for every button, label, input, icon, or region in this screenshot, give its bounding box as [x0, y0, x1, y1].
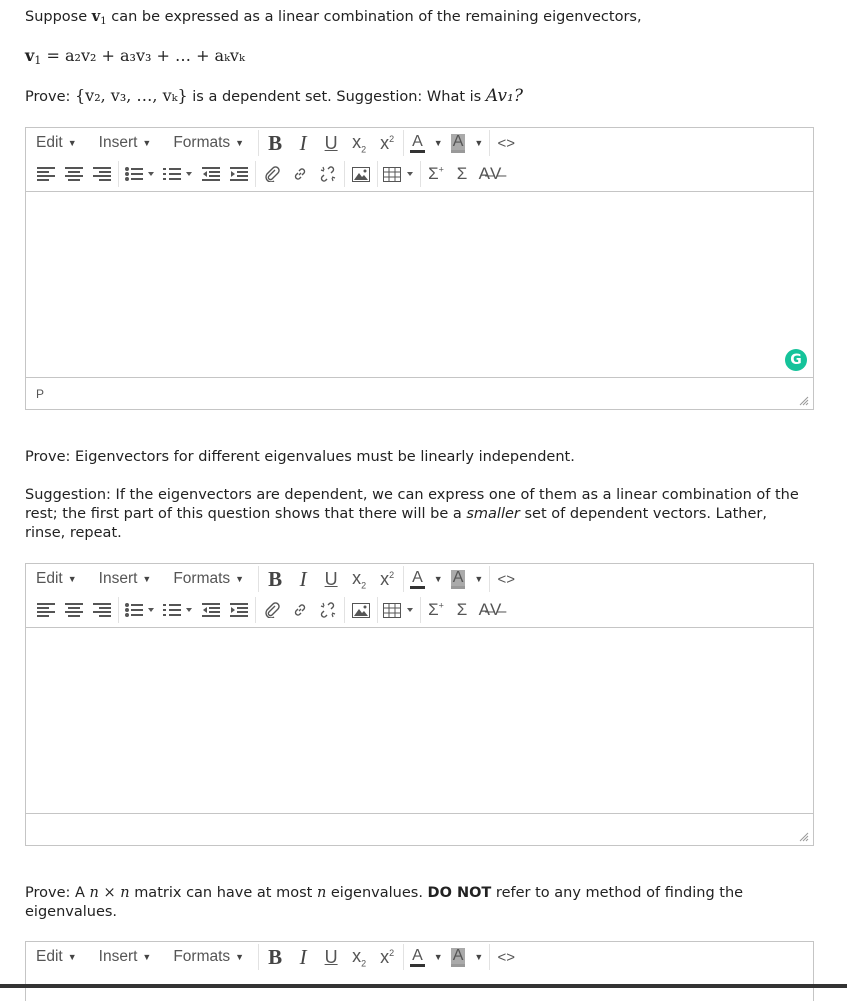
caret-down-icon: ▼	[474, 574, 484, 584]
source-code-button[interactable]	[492, 565, 520, 593]
bold-button[interactable]: B	[268, 944, 283, 969]
image-button[interactable]	[350, 599, 372, 621]
divider	[255, 161, 256, 187]
caret-down-icon: ▼	[67, 138, 77, 148]
align-left-icon	[37, 167, 55, 181]
align-center-icon	[65, 603, 83, 617]
divider	[118, 161, 119, 187]
bullet-list-button[interactable]	[124, 599, 156, 621]
resize-handle-icon[interactable]	[799, 396, 809, 406]
sigma-icon: Σ	[456, 600, 468, 619]
divider	[489, 944, 490, 970]
editor-statusbar	[26, 377, 813, 410]
align-left-button[interactable]	[35, 599, 57, 621]
underline-button[interactable]: U	[324, 568, 338, 589]
divider	[258, 566, 259, 592]
caret-down-icon: ▼	[235, 138, 245, 148]
subscript-icon: $x_2$	[352, 945, 367, 969]
divider	[420, 161, 421, 187]
align-center-icon	[65, 167, 83, 181]
q1-prove: Prove: {v₂, v₃, …, vₖ} is a dependent set. Suggestion: What is Av₁?	[25, 86, 523, 106]
equation-button[interactable]	[449, 160, 475, 188]
sigma-icon: Σ	[456, 164, 468, 183]
menu-edit[interactable]: Edit ▼	[36, 134, 77, 151]
equation-button[interactable]	[449, 596, 475, 624]
align-left-icon	[37, 603, 55, 617]
text-color-button[interactable]: A ▼	[410, 134, 443, 153]
menu-formats[interactable]: Formats ▼	[173, 948, 245, 965]
align-center-button[interactable]	[63, 599, 85, 621]
table-icon	[383, 167, 415, 182]
divider	[420, 597, 421, 623]
caret-down-icon: ▼	[235, 574, 245, 584]
sigma-plus-icon: Σ+	[428, 600, 444, 619]
attach-button[interactable]	[261, 599, 283, 621]
superscript-button[interactable]	[373, 943, 401, 971]
superscript-button[interactable]	[373, 129, 401, 157]
unlink-button[interactable]	[317, 599, 339, 621]
divider	[344, 161, 345, 187]
image-icon	[352, 167, 370, 182]
unlink-icon	[319, 166, 337, 182]
divider	[258, 944, 259, 970]
menu-insert[interactable]: Insert ▼	[98, 948, 152, 965]
align-right-icon	[93, 603, 111, 617]
caret-down-icon: ▼	[474, 138, 484, 148]
table-button[interactable]	[383, 599, 415, 621]
caret-down-icon: ▼	[142, 952, 152, 962]
image-icon	[352, 603, 370, 618]
unlink-icon	[319, 602, 337, 618]
menu-formats[interactable]: Formats ▼	[173, 570, 245, 587]
menu-insert[interactable]: Insert ▼	[98, 134, 152, 151]
align-right-button[interactable]	[91, 599, 113, 621]
caret-down-icon: ▼	[433, 574, 443, 584]
divider	[403, 944, 404, 970]
image-button[interactable]	[350, 163, 372, 185]
bullet-list-button[interactable]	[124, 163, 156, 185]
outdent-icon	[202, 167, 220, 181]
source-code-button[interactable]	[492, 943, 520, 971]
text-color-button[interactable]: A ▼	[410, 570, 443, 589]
paperclip-icon	[264, 166, 280, 182]
menu-edit[interactable]: Edit ▼	[36, 570, 77, 587]
text-color-button[interactable]: A ▼	[410, 948, 443, 967]
link-icon	[292, 602, 308, 618]
indent-button[interactable]	[228, 599, 250, 621]
bullet-list-icon	[125, 603, 155, 617]
table-icon	[383, 603, 415, 618]
italic-button[interactable]: I	[299, 566, 307, 591]
indent-button[interactable]	[228, 163, 250, 185]
underline-button[interactable]: U	[324, 946, 338, 967]
menu-edit[interactable]: Edit ▼	[36, 948, 77, 965]
divider	[344, 597, 345, 623]
answer-editor-2	[25, 563, 814, 846]
table-button[interactable]	[383, 163, 415, 185]
align-right-icon	[93, 167, 111, 181]
code-icon: <>	[497, 948, 516, 966]
bullet-list-icon	[125, 167, 155, 181]
paperclip-icon	[264, 602, 280, 618]
editor-toolbar	[26, 942, 813, 1005]
q2-suggestion: Suggestion: If the eigenvectors are dependent, we can express one of them as a linear combination of the rest; the first part of this question shows that there will be a smaller set of dependent vectors. Lather, rinse, repeat.	[25, 487, 799, 541]
insert-equation-button[interactable]	[423, 596, 449, 624]
divider	[118, 597, 119, 623]
source-code-button[interactable]	[492, 129, 520, 157]
attach-button[interactable]	[261, 163, 283, 185]
align-right-button[interactable]	[91, 163, 113, 185]
italic-button[interactable]: I	[299, 130, 307, 155]
menu-formats[interactable]: Formats ▼	[173, 134, 245, 151]
superscript-icon: $x^2$	[380, 568, 395, 589]
numbered-list-button[interactable]	[162, 599, 194, 621]
q3-statement: Prove: A n × n matrix can have at most n eigenvalues. DO NOT refer to any method of finding the eigenvalues.	[25, 885, 744, 920]
code-icon: <>	[497, 134, 516, 152]
special-char-icon: A̶V̶	[478, 164, 502, 183]
caret-down-icon: ▼	[433, 952, 443, 962]
caret-down-icon: ▼	[474, 952, 484, 962]
caret-down-icon: ▼	[67, 952, 77, 962]
superscript-button[interactable]	[373, 565, 401, 593]
insert-equation-button[interactable]	[423, 160, 449, 188]
align-left-button[interactable]	[35, 163, 57, 185]
caret-down-icon: ▼	[235, 952, 245, 962]
divider	[403, 566, 404, 592]
q1-intro: Suppose $v_1$ can be expressed as a linear combination of the remaining eigenvectors,	[25, 8, 642, 27]
indent-icon	[230, 603, 248, 617]
grammarly-icon[interactable]: G	[785, 349, 807, 371]
bold-button[interactable]: B	[268, 130, 283, 155]
answer-editor-3	[25, 941, 814, 1001]
divider	[489, 130, 490, 156]
character-map-button[interactable]	[475, 596, 505, 624]
caret-down-icon: ▼	[142, 574, 152, 584]
answer-editor-1	[25, 127, 814, 410]
link-icon	[292, 166, 308, 182]
divider	[377, 161, 378, 187]
caret-down-icon: ▼	[67, 574, 77, 584]
background-color-button[interactable]: A ▼	[451, 134, 484, 153]
divider	[377, 597, 378, 623]
numbered-list-button[interactable]	[162, 163, 194, 185]
caret-down-icon: ▼	[142, 138, 152, 148]
editor-statusbar	[26, 813, 813, 846]
subscript-button[interactable]	[345, 943, 373, 971]
subscript-button[interactable]	[345, 565, 373, 593]
link-button[interactable]	[289, 599, 311, 621]
editor-content-area[interactable]	[26, 628, 813, 813]
divider	[258, 130, 259, 156]
divider	[403, 130, 404, 156]
outdent-button[interactable]	[200, 599, 222, 621]
outdent-button[interactable]	[200, 163, 222, 185]
outdent-icon	[202, 603, 220, 617]
divider	[255, 597, 256, 623]
superscript-icon: $x^2$	[380, 132, 395, 153]
divider	[489, 566, 490, 592]
code-icon: <>	[497, 570, 516, 588]
background-color-button[interactable]: A ▼	[451, 570, 484, 589]
superscript-icon: $x^2$	[380, 946, 395, 967]
indent-icon	[230, 167, 248, 181]
caret-down-icon: ▼	[433, 138, 443, 148]
resize-handle-icon[interactable]	[799, 832, 809, 842]
background-color-button[interactable]: A ▼	[451, 948, 484, 967]
element-path[interactable]: P	[36, 387, 45, 401]
editor-content-area[interactable]	[26, 192, 813, 377]
menu-insert[interactable]: Insert ▼	[98, 570, 152, 587]
numbered-list-icon	[163, 603, 193, 617]
italic-button[interactable]: I	[299, 944, 307, 969]
link-button[interactable]	[289, 163, 311, 185]
character-map-button[interactable]	[475, 160, 505, 188]
subscript-icon: $x_2$	[352, 131, 367, 155]
unlink-button[interactable]	[317, 163, 339, 185]
window-bottom-edge	[0, 984, 847, 988]
numbered-list-icon	[163, 167, 193, 181]
q1-equation: $v_1 = a_2v_2 + a_3v_3$ + … + aₖvₖ	[25, 46, 245, 67]
align-center-button[interactable]	[63, 163, 85, 185]
subscript-button[interactable]	[345, 129, 373, 157]
editor-toolbar	[26, 128, 813, 192]
bold-button[interactable]: B	[268, 566, 283, 591]
sigma-plus-icon: Σ+	[428, 164, 444, 183]
special-char-icon: A̶V̶	[478, 600, 502, 619]
subscript-icon: $x_2$	[352, 567, 367, 591]
editor-toolbar	[26, 564, 813, 628]
q2-statement: Prove: Eigenvectors for different eigenvalues must be linearly independent.	[25, 449, 575, 465]
underline-button[interactable]: U	[324, 132, 338, 153]
